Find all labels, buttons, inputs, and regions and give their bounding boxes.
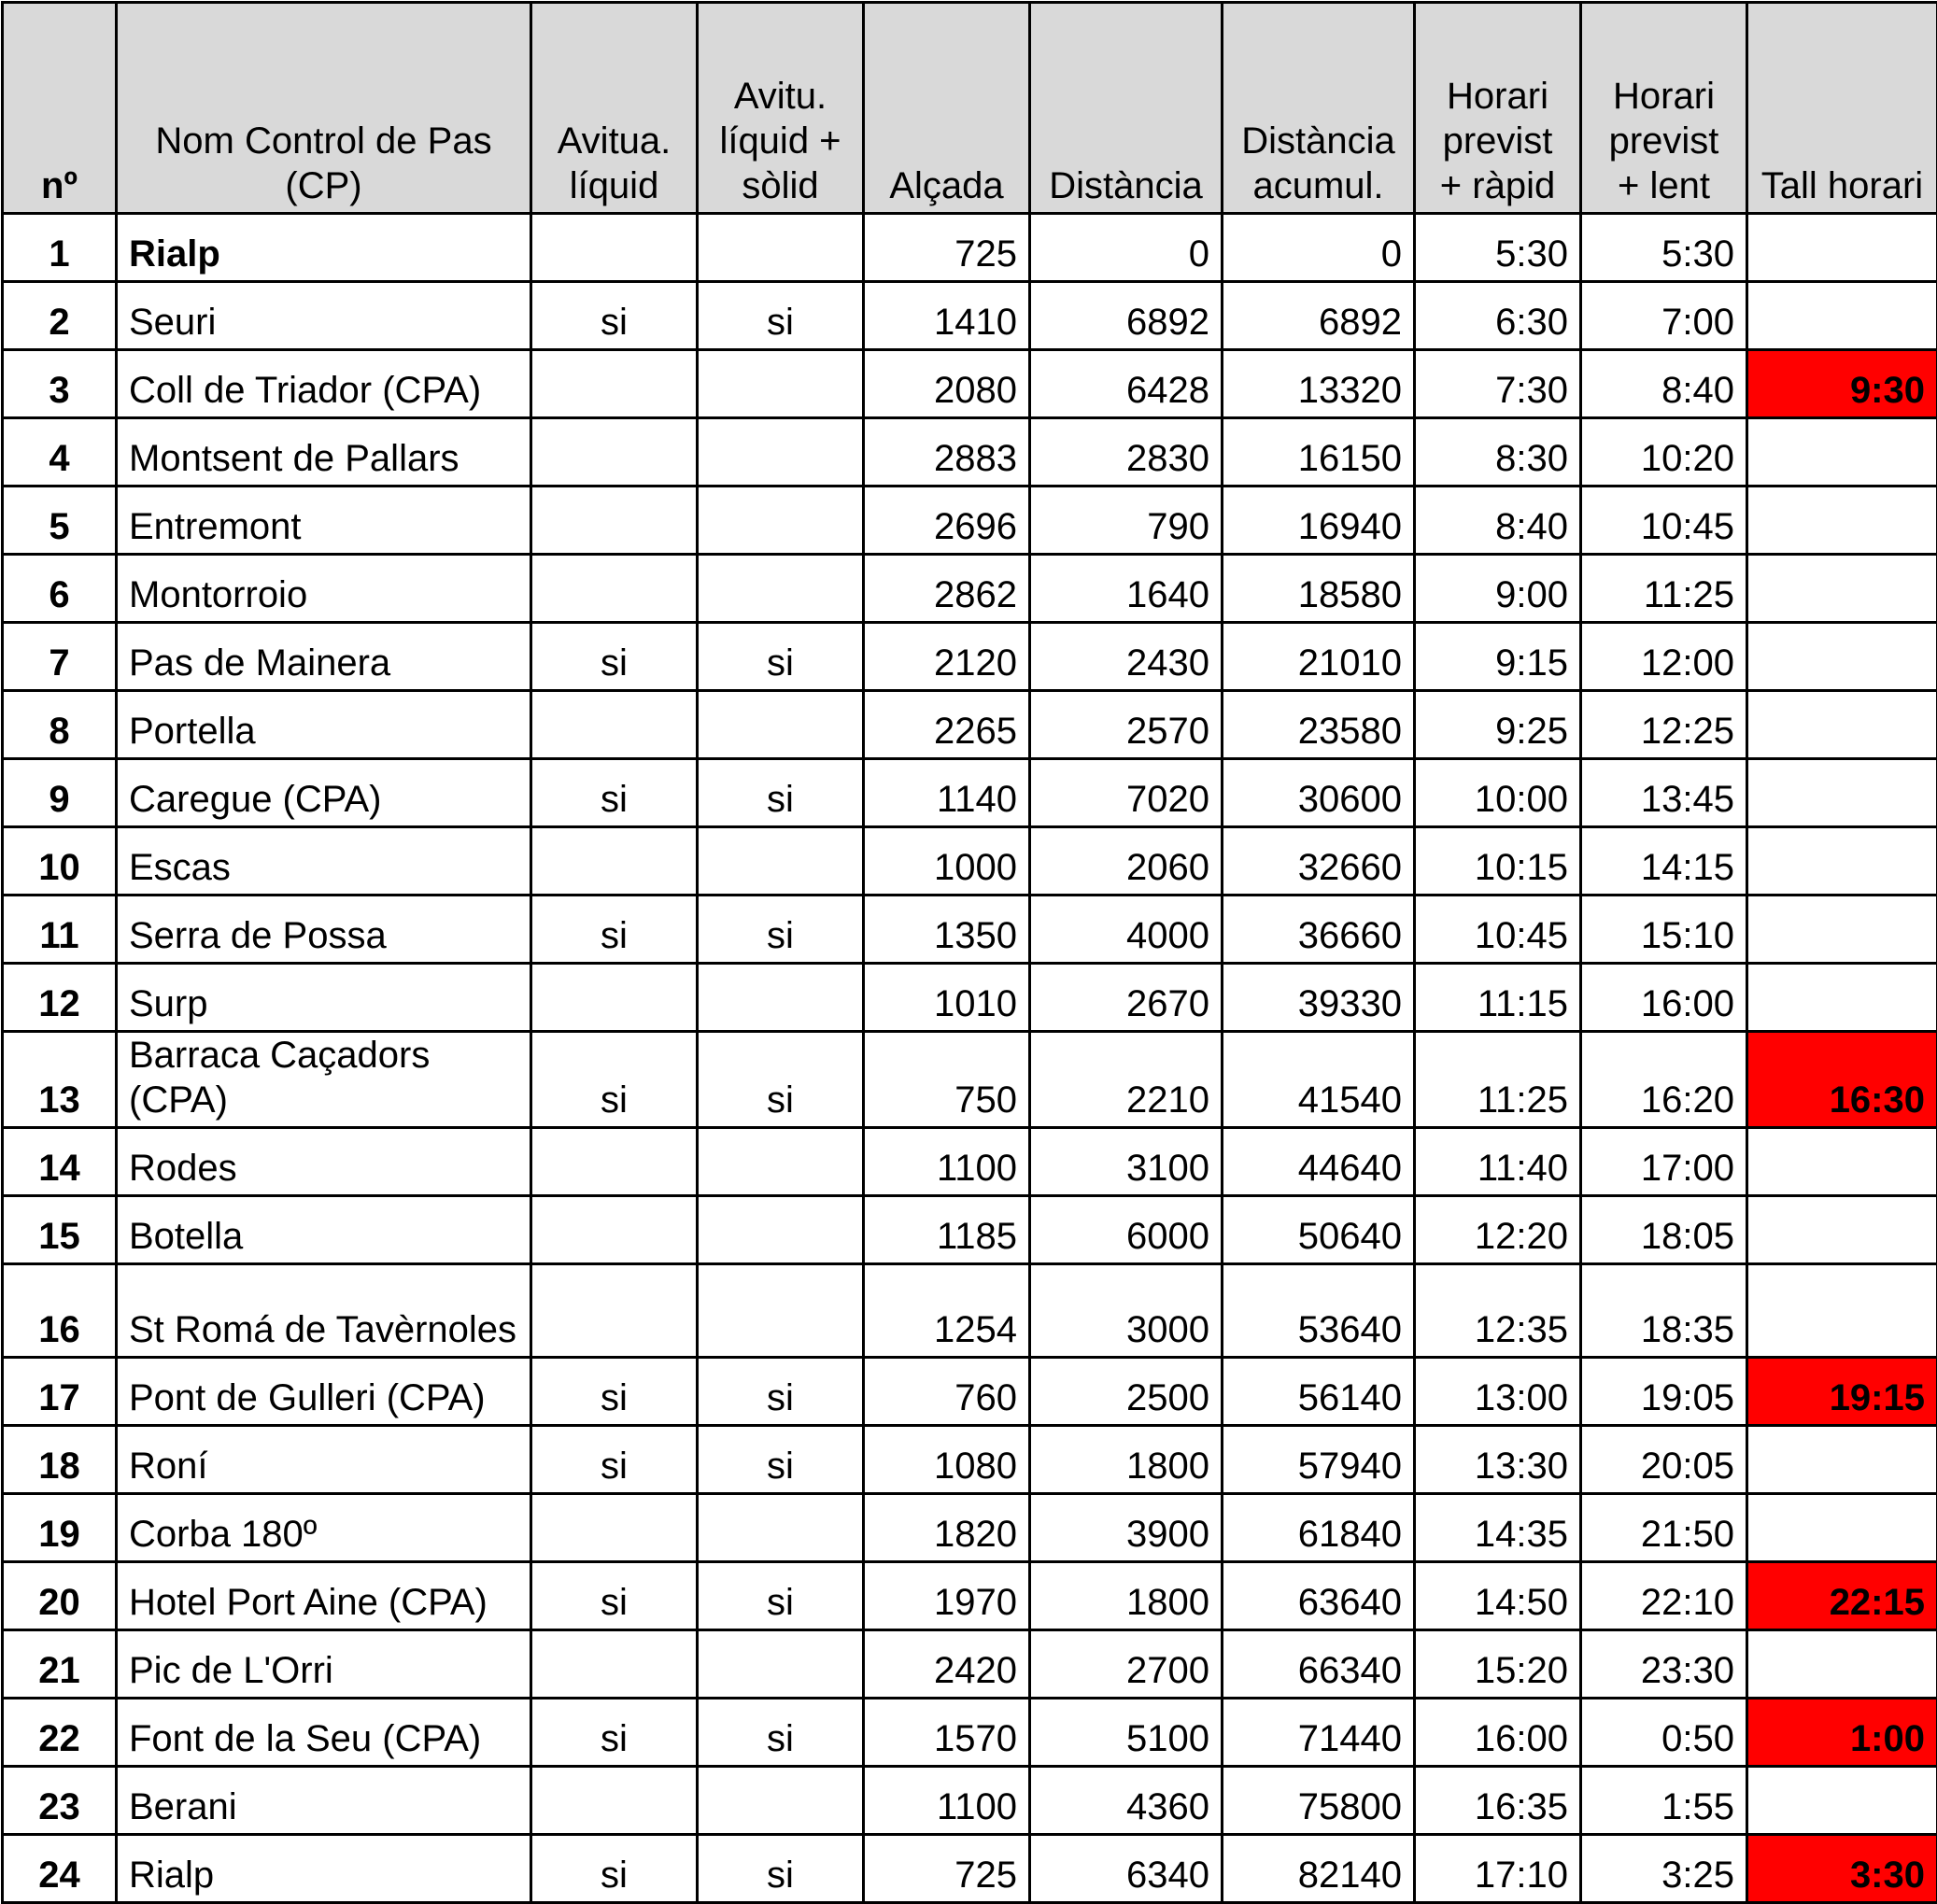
cell-horari-rapid: 9:15 (1415, 623, 1581, 691)
table-row (3, 555, 1937, 623)
cell-avitu-liquid-solid: si (698, 1426, 864, 1494)
cell-number: 16 (3, 1264, 117, 1358)
cell-checkpoint-name: Montsent de Pallars (117, 418, 531, 487)
table-row (3, 214, 1937, 282)
header-alcada: Alçada (864, 3, 1030, 214)
cell-horari-lent: 16:00 (1581, 964, 1747, 1032)
cell-number: 4 (3, 418, 117, 487)
cell-checkpoint-name: Pas de Mainera (117, 623, 531, 691)
cell-horari-rapid: 8:40 (1415, 487, 1581, 555)
cell-avitua-liquid (531, 1630, 698, 1699)
cell-horari-rapid: 14:35 (1415, 1494, 1581, 1562)
cell-tall-horari: 16:30 (1747, 1032, 1937, 1128)
cell-number: 10 (3, 827, 117, 896)
cell-distancia-acumul: 44640 (1223, 1128, 1415, 1196)
cell-number: 7 (3, 623, 117, 691)
cell-distancia-acumul: 75800 (1223, 1767, 1415, 1835)
cell-distancia: 0 (1030, 214, 1223, 282)
table-row (3, 1128, 1937, 1196)
cell-horari-lent: 18:35 (1581, 1264, 1747, 1358)
cell-horari-rapid: 11:40 (1415, 1128, 1581, 1196)
cell-tall-horari (1747, 691, 1937, 759)
cell-checkpoint-name: Surp (117, 964, 531, 1032)
cell-distancia: 790 (1030, 487, 1223, 555)
cell-checkpoint-name: Pic de L'Orri (117, 1630, 531, 1699)
table-row (3, 1494, 1937, 1562)
cell-alcada: 1410 (864, 282, 1030, 350)
cell-horari-lent: 7:00 (1581, 282, 1747, 350)
cell-horari-lent: 1:55 (1581, 1767, 1747, 1835)
header-avitua-liquid: Avitua. líquid (531, 3, 698, 214)
cell-avitu-liquid-solid (698, 827, 864, 896)
table-row (3, 1196, 1937, 1264)
cell-number: 14 (3, 1128, 117, 1196)
cell-tall-horari: 1:00 (1747, 1699, 1937, 1767)
cell-alcada: 760 (864, 1358, 1030, 1426)
cell-tall-horari (1747, 1426, 1937, 1494)
cell-horari-rapid: 11:25 (1415, 1032, 1581, 1128)
cell-horari-rapid: 10:15 (1415, 827, 1581, 896)
cell-avitu-liquid-solid: si (698, 1358, 864, 1426)
cell-distancia-acumul: 39330 (1223, 964, 1415, 1032)
cell-avitua-liquid (531, 350, 698, 418)
table-row (3, 1032, 1937, 1128)
table-row (3, 1562, 1937, 1630)
table-row (3, 759, 1937, 827)
cell-avitua-liquid: si (531, 1562, 698, 1630)
cell-checkpoint-name: Portella (117, 691, 531, 759)
cell-horari-lent: 23:30 (1581, 1630, 1747, 1699)
cell-tall-horari (1747, 964, 1937, 1032)
cell-distancia: 2570 (1030, 691, 1223, 759)
cell-horari-lent: 17:00 (1581, 1128, 1747, 1196)
header-no: nº (3, 3, 117, 214)
cell-avitua-liquid: si (531, 1699, 698, 1767)
cell-number: 24 (3, 1835, 117, 1903)
cell-avitu-liquid-solid: si (698, 1699, 864, 1767)
cell-distancia-acumul: 21010 (1223, 623, 1415, 691)
cell-alcada: 2862 (864, 555, 1030, 623)
cell-horari-lent: 3:25 (1581, 1835, 1747, 1903)
cell-tall-horari (1747, 555, 1937, 623)
cell-horari-lent: 10:45 (1581, 487, 1747, 555)
cell-avitua-liquid: si (531, 282, 698, 350)
cell-horari-lent: 22:10 (1581, 1562, 1747, 1630)
cell-distancia-acumul: 53640 (1223, 1264, 1415, 1358)
cell-distancia: 4000 (1030, 896, 1223, 964)
cell-horari-rapid: 8:30 (1415, 418, 1581, 487)
cell-horari-lent: 20:05 (1581, 1426, 1747, 1494)
header-row (3, 3, 1937, 214)
cell-checkpoint-name: Berani (117, 1767, 531, 1835)
table-header (3, 3, 1937, 214)
table-row (3, 1699, 1937, 1767)
cell-avitu-liquid-solid (698, 418, 864, 487)
cell-distancia-acumul: 57940 (1223, 1426, 1415, 1494)
cell-avitua-liquid: si (531, 1358, 698, 1426)
cell-alcada: 1080 (864, 1426, 1030, 1494)
cell-checkpoint-name: Roní (117, 1426, 531, 1494)
cell-alcada: 2120 (864, 623, 1030, 691)
cell-distancia: 6428 (1030, 350, 1223, 418)
cell-avitu-liquid-solid: si (698, 759, 864, 827)
cell-number: 23 (3, 1767, 117, 1835)
cell-avitu-liquid-solid: si (698, 1835, 864, 1903)
cell-horari-rapid: 5:30 (1415, 214, 1581, 282)
table-row (3, 350, 1937, 418)
cell-number: 9 (3, 759, 117, 827)
header-horari-lent: Horari previst + lent (1581, 3, 1747, 214)
cell-tall-horari: 19:15 (1747, 1358, 1937, 1426)
cell-horari-lent: 18:05 (1581, 1196, 1747, 1264)
cell-avitu-liquid-solid (698, 555, 864, 623)
cell-alcada: 2696 (864, 487, 1030, 555)
cell-distancia-acumul: 66340 (1223, 1630, 1415, 1699)
cell-horari-lent: 19:05 (1581, 1358, 1747, 1426)
cell-tall-horari (1747, 1196, 1937, 1264)
cell-checkpoint-name: Font de la Seu (CPA) (117, 1699, 531, 1767)
header-distancia-acumul: Distància acumul. (1223, 3, 1415, 214)
table-row (3, 282, 1937, 350)
cell-distancia: 2210 (1030, 1032, 1223, 1128)
cell-checkpoint-name: Rialp (117, 214, 531, 282)
cell-horari-rapid: 16:00 (1415, 1699, 1581, 1767)
cell-horari-rapid: 10:45 (1415, 896, 1581, 964)
cell-distancia: 2430 (1030, 623, 1223, 691)
cell-avitu-liquid-solid (698, 964, 864, 1032)
table-row (3, 623, 1937, 691)
cell-checkpoint-name: Entremont (117, 487, 531, 555)
cell-distancia-acumul: 32660 (1223, 827, 1415, 896)
cell-avitua-liquid: si (531, 1835, 698, 1903)
cell-avitua-liquid: si (531, 1426, 698, 1494)
table-row (3, 1767, 1937, 1835)
cell-checkpoint-name: Pont de Gulleri (CPA) (117, 1358, 531, 1426)
cell-number: 13 (3, 1032, 117, 1128)
cell-alcada: 1000 (864, 827, 1030, 896)
cell-tall-horari (1747, 282, 1937, 350)
cell-distancia-acumul: 71440 (1223, 1699, 1415, 1767)
cell-tall-horari (1747, 1264, 1937, 1358)
cell-number: 6 (3, 555, 117, 623)
cell-avitua-liquid (531, 1767, 698, 1835)
table-row (3, 1630, 1937, 1699)
table-row (3, 964, 1937, 1032)
cell-tall-horari: 9:30 (1747, 350, 1937, 418)
cell-distancia-acumul: 50640 (1223, 1196, 1415, 1264)
cell-horari-lent: 8:40 (1581, 350, 1747, 418)
cell-avitu-liquid-solid: si (698, 282, 864, 350)
cell-distancia: 3100 (1030, 1128, 1223, 1196)
cell-avitu-liquid-solid: si (698, 1562, 864, 1630)
cell-alcada: 1820 (864, 1494, 1030, 1562)
cell-alcada: 1140 (864, 759, 1030, 827)
table-row (3, 487, 1937, 555)
cell-checkpoint-name: Barraca Caçadors (CPA) (117, 1032, 531, 1128)
cell-avitua-liquid (531, 1494, 698, 1562)
cell-checkpoint-name: Caregue (CPA) (117, 759, 531, 827)
cell-checkpoint-name: Seuri (117, 282, 531, 350)
cell-number: 12 (3, 964, 117, 1032)
cell-distancia-acumul: 36660 (1223, 896, 1415, 964)
cell-avitua-liquid (531, 691, 698, 759)
cell-number: 22 (3, 1699, 117, 1767)
cell-tall-horari (1747, 623, 1937, 691)
cell-horari-lent: 11:25 (1581, 555, 1747, 623)
cell-alcada: 1185 (864, 1196, 1030, 1264)
cell-horari-rapid: 9:00 (1415, 555, 1581, 623)
header-avitu-liquid-solid: Avitu. líquid + sòlid (698, 3, 864, 214)
cell-tall-horari (1747, 214, 1937, 282)
cell-distancia: 7020 (1030, 759, 1223, 827)
cell-alcada: 1350 (864, 896, 1030, 964)
cell-distancia-acumul: 63640 (1223, 1562, 1415, 1630)
cell-avitu-liquid-solid (698, 214, 864, 282)
checkpoint-table (1, 1, 1937, 1904)
cell-number: 5 (3, 487, 117, 555)
cell-number: 15 (3, 1196, 117, 1264)
cell-avitu-liquid-solid (698, 1630, 864, 1699)
cell-number: 19 (3, 1494, 117, 1562)
cell-avitua-liquid: si (531, 1032, 698, 1128)
cell-distancia-acumul: 41540 (1223, 1032, 1415, 1128)
cell-distancia-acumul: 61840 (1223, 1494, 1415, 1562)
cell-distancia-acumul: 13320 (1223, 350, 1415, 418)
table-body (3, 214, 1937, 1903)
cell-checkpoint-name: Rialp (117, 1835, 531, 1903)
cell-checkpoint-name: Hotel Port Aine (CPA) (117, 1562, 531, 1630)
cell-avitu-liquid-solid (698, 350, 864, 418)
table-row (3, 1358, 1937, 1426)
cell-distancia: 3000 (1030, 1264, 1223, 1358)
cell-tall-horari: 3:30 (1747, 1835, 1937, 1903)
cell-alcada: 2420 (864, 1630, 1030, 1699)
cell-distancia: 2830 (1030, 418, 1223, 487)
table-row (3, 1835, 1937, 1903)
cell-alcada: 725 (864, 1835, 1030, 1903)
cell-checkpoint-name: Serra de Possa (117, 896, 531, 964)
cell-distancia: 2500 (1030, 1358, 1223, 1426)
cell-avitu-liquid-solid (698, 487, 864, 555)
cell-distancia-acumul: 23580 (1223, 691, 1415, 759)
table-row (3, 418, 1937, 487)
cell-avitu-liquid-solid: si (698, 623, 864, 691)
cell-tall-horari (1747, 418, 1937, 487)
cell-number: 3 (3, 350, 117, 418)
cell-alcada: 1100 (864, 1767, 1030, 1835)
header-horari-rapid: Horari previst + ràpid (1415, 3, 1581, 214)
cell-horari-lent: 5:30 (1581, 214, 1747, 282)
cell-horari-lent: 21:50 (1581, 1494, 1747, 1562)
cell-alcada: 750 (864, 1032, 1030, 1128)
table-row (3, 1426, 1937, 1494)
cell-avitua-liquid (531, 827, 698, 896)
cell-distancia: 2060 (1030, 827, 1223, 896)
table-row (3, 691, 1937, 759)
cell-number: 11 (3, 896, 117, 964)
cell-number: 20 (3, 1562, 117, 1630)
cell-avitu-liquid-solid (698, 691, 864, 759)
cell-avitu-liquid-solid (698, 1128, 864, 1196)
cell-distancia: 4360 (1030, 1767, 1223, 1835)
cell-distancia: 1800 (1030, 1562, 1223, 1630)
cell-avitua-liquid (531, 418, 698, 487)
cell-tall-horari (1747, 759, 1937, 827)
cell-alcada: 1010 (864, 964, 1030, 1032)
cell-horari-rapid: 16:35 (1415, 1767, 1581, 1835)
cell-distancia-acumul: 18580 (1223, 555, 1415, 623)
cell-number: 8 (3, 691, 117, 759)
cell-horari-lent: 16:20 (1581, 1032, 1747, 1128)
cell-distancia: 6340 (1030, 1835, 1223, 1903)
cell-alcada: 1570 (864, 1699, 1030, 1767)
cell-distancia-acumul: 30600 (1223, 759, 1415, 827)
cell-checkpoint-name: Botella (117, 1196, 531, 1264)
cell-distancia: 6892 (1030, 282, 1223, 350)
cell-distancia-acumul: 56140 (1223, 1358, 1415, 1426)
cell-alcada: 725 (864, 214, 1030, 282)
header-nom-control: Nom Control de Pas (CP) (117, 3, 531, 214)
cell-checkpoint-name: Coll de Triador (CPA) (117, 350, 531, 418)
header-tall-horari: Tall horari (1747, 3, 1937, 214)
cell-horari-lent: 14:15 (1581, 827, 1747, 896)
cell-checkpoint-name: Corba 180º (117, 1494, 531, 1562)
table-row (3, 896, 1937, 964)
cell-distancia: 1800 (1030, 1426, 1223, 1494)
cell-avitua-liquid (531, 214, 698, 282)
cell-horari-rapid: 7:30 (1415, 350, 1581, 418)
cell-horari-lent: 0:50 (1581, 1699, 1747, 1767)
cell-distancia: 1640 (1030, 555, 1223, 623)
cell-alcada: 2265 (864, 691, 1030, 759)
cell-checkpoint-name: Montorroio (117, 555, 531, 623)
cell-avitu-liquid-solid (698, 1264, 864, 1358)
cell-distancia-acumul: 16150 (1223, 418, 1415, 487)
cell-horari-lent: 12:00 (1581, 623, 1747, 691)
cell-number: 2 (3, 282, 117, 350)
cell-horari-lent: 15:10 (1581, 896, 1747, 964)
cell-avitu-liquid-solid: si (698, 896, 864, 964)
cell-alcada: 1254 (864, 1264, 1030, 1358)
cell-horari-rapid: 13:00 (1415, 1358, 1581, 1426)
cell-tall-horari (1747, 1494, 1937, 1562)
cell-tall-horari (1747, 827, 1937, 896)
cell-avitua-liquid (531, 487, 698, 555)
cell-distancia: 2670 (1030, 964, 1223, 1032)
cell-avitua-liquid (531, 555, 698, 623)
cell-avitua-liquid: si (531, 623, 698, 691)
cell-distancia: 5100 (1030, 1699, 1223, 1767)
cell-distancia-acumul: 82140 (1223, 1835, 1415, 1903)
cell-avitua-liquid (531, 1128, 698, 1196)
cell-avitua-liquid (531, 1264, 698, 1358)
cell-checkpoint-name: Escas (117, 827, 531, 896)
cell-horari-rapid: 6:30 (1415, 282, 1581, 350)
cell-avitu-liquid-solid (698, 1767, 864, 1835)
cell-horari-lent: 13:45 (1581, 759, 1747, 827)
cell-distancia: 2700 (1030, 1630, 1223, 1699)
cell-horari-rapid: 17:10 (1415, 1835, 1581, 1903)
cell-tall-horari: 22:15 (1747, 1562, 1937, 1630)
header-distancia: Distància (1030, 3, 1223, 214)
cell-tall-horari (1747, 896, 1937, 964)
table-row (3, 827, 1937, 896)
cell-tall-horari (1747, 1767, 1937, 1835)
cell-avitua-liquid: si (531, 759, 698, 827)
cell-alcada: 1100 (864, 1128, 1030, 1196)
cell-horari-rapid: 13:30 (1415, 1426, 1581, 1494)
cell-checkpoint-name: Rodes (117, 1128, 531, 1196)
cell-tall-horari (1747, 1128, 1937, 1196)
cell-avitu-liquid-solid (698, 1196, 864, 1264)
cell-horari-lent: 12:25 (1581, 691, 1747, 759)
cell-horari-rapid: 12:20 (1415, 1196, 1581, 1264)
cell-tall-horari (1747, 1630, 1937, 1699)
cell-number: 1 (3, 214, 117, 282)
cell-tall-horari (1747, 487, 1937, 555)
cell-distancia: 3900 (1030, 1494, 1223, 1562)
cell-distancia: 6000 (1030, 1196, 1223, 1264)
cell-alcada: 2080 (864, 350, 1030, 418)
table-row (3, 1264, 1937, 1358)
cell-number: 17 (3, 1358, 117, 1426)
cell-alcada: 2883 (864, 418, 1030, 487)
cell-horari-rapid: 15:20 (1415, 1630, 1581, 1699)
cell-number: 21 (3, 1630, 117, 1699)
cell-distancia-acumul: 0 (1223, 214, 1415, 282)
cell-horari-rapid: 9:25 (1415, 691, 1581, 759)
cell-checkpoint-name: St Romá de Tavèrnoles (117, 1264, 531, 1358)
cell-horari-rapid: 14:50 (1415, 1562, 1581, 1630)
cell-distancia-acumul: 16940 (1223, 487, 1415, 555)
cell-horari-rapid: 10:00 (1415, 759, 1581, 827)
cell-horari-rapid: 11:15 (1415, 964, 1581, 1032)
cell-distancia-acumul: 6892 (1223, 282, 1415, 350)
cell-avitua-liquid (531, 964, 698, 1032)
cell-avitu-liquid-solid (698, 1494, 864, 1562)
cell-number: 18 (3, 1426, 117, 1494)
cell-avitua-liquid (531, 1196, 698, 1264)
cell-alcada: 1970 (864, 1562, 1030, 1630)
cell-horari-rapid: 12:35 (1415, 1264, 1581, 1358)
cell-horari-lent: 10:20 (1581, 418, 1747, 487)
cell-avitu-liquid-solid: si (698, 1032, 864, 1128)
cell-avitua-liquid: si (531, 896, 698, 964)
